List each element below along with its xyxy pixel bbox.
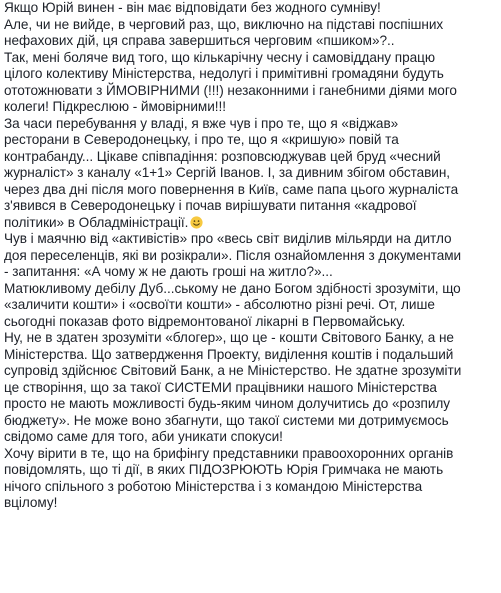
post-text-line: За часи перебування у владі, я вже чув і про те, що я «віджав» [4, 115, 399, 131]
post-paragraph [4, 231, 501, 281]
post-text-line: вцілому! [4, 495, 58, 510]
post-text-line: «заличити кошти» і «освоїти кошти» - абсолютно різні речі. От, лише [4, 297, 435, 312]
post-text-line: Матюкливому дебілу Дуб...ському не дано Богом здібності зрозуміти, що [4, 280, 461, 296]
post-text-line: Так, мені боляче вид того, що кількарічну чесну і самовіддану працю [4, 49, 435, 65]
post-text-line: просто не мають можливості будь-яким чином долучитись до «розпилу [4, 396, 451, 411]
post-text-line: це створіння, що за такої СИСТЕМИ працівники нашого Міністерства [4, 379, 437, 395]
post-text-line: Але, чи не вийде, в черговий раз, що, виключно на підставі поспішних [4, 16, 444, 32]
post-text-line: Якщо Юрій винен - він має відповідати без жодного сумніву! [4, 0, 381, 15]
post-text-line: колеги! Підкреслюю - ймовірними!!! [4, 99, 226, 114]
post-text-line: Міністерства. Що затвердження Проекту, виділення коштів і подальший [4, 346, 454, 362]
post-text-line: повідомлять, що ті дії, в яких ПІДОЗРЮЮТЬ Юрія Гримчака не мають [4, 462, 444, 477]
post-text-line: Ну, не в здатен зрозуміти «блогер», що це - кошти Світового Банку, а не [4, 330, 454, 345]
post-text-line: супровід здійснює Світовий Банк, а не Міністерство. Не здатне зрозуміти [4, 363, 462, 378]
smiling-face-emoji [190, 216, 203, 229]
post-text-line: цілого колективу Міністерства, недолугі і примітивні громадяни будуть [4, 66, 444, 81]
post-text-line: ототожнювати з ЙМОВІРНИМИ (!!!) незаконними і ганебними діями мого [4, 82, 457, 98]
post-text-line: ресторани в Северодонецьку, і про те, що я «кришую» повій та [4, 132, 399, 147]
post-text-line: Чув і маячню від «активістів» про «весь світ виділив мільярди на дитло [4, 231, 452, 246]
post-paragraph [4, 0, 501, 50]
post-text-line: доя переселенців, які ви розікрали». Після ознайомлення з документами [4, 247, 462, 263]
post-text-line: бюджету». Не може воно збагнути, що такої системи ми дотримуємось [4, 412, 449, 428]
post-text-line: сьогодні показав фото відремонтованої лікарні в Первомайську. [4, 313, 406, 329]
post-text-line: Хочу вірити в те, що на брифінгу представники правоохоронних органів [4, 445, 454, 461]
post-paragraph [4, 116, 501, 232]
post-text-line: з'явився в Северодонецьку і почав вирішувати питання «кадрової [4, 198, 417, 213]
post-text-line: контрабанду... Цікаве співпадіння: розповсюджував цей бруд «чесний [4, 148, 441, 164]
post-text-line: нічого спільного з роботою Міністерства і з командою Міністерства [4, 478, 423, 494]
post-text-line: свідомо саме для того, аби уникати спокуси! [4, 429, 283, 444]
post-paragraph [4, 281, 501, 331]
post-text-line: через два дні після мого повернення в Київ, саме папа цього журналіста [4, 181, 459, 197]
post-text-line: політики» в Обладміністрації. [4, 214, 189, 230]
post-text-line: - запитання: «А чому ж не дають гроші на житло?»... [4, 264, 333, 279]
post-text-line: нефахових дій, ця справа завершиться черговим «пшиком»?.. [4, 33, 395, 48]
post-text-line: журналіст» з каналу «1+1» Сергій Іванов. І, за дивним збігом обставин, [4, 165, 451, 180]
post-paragraph [4, 50, 501, 116]
post-paragraph [4, 330, 501, 446]
post-paragraph [4, 446, 501, 512]
